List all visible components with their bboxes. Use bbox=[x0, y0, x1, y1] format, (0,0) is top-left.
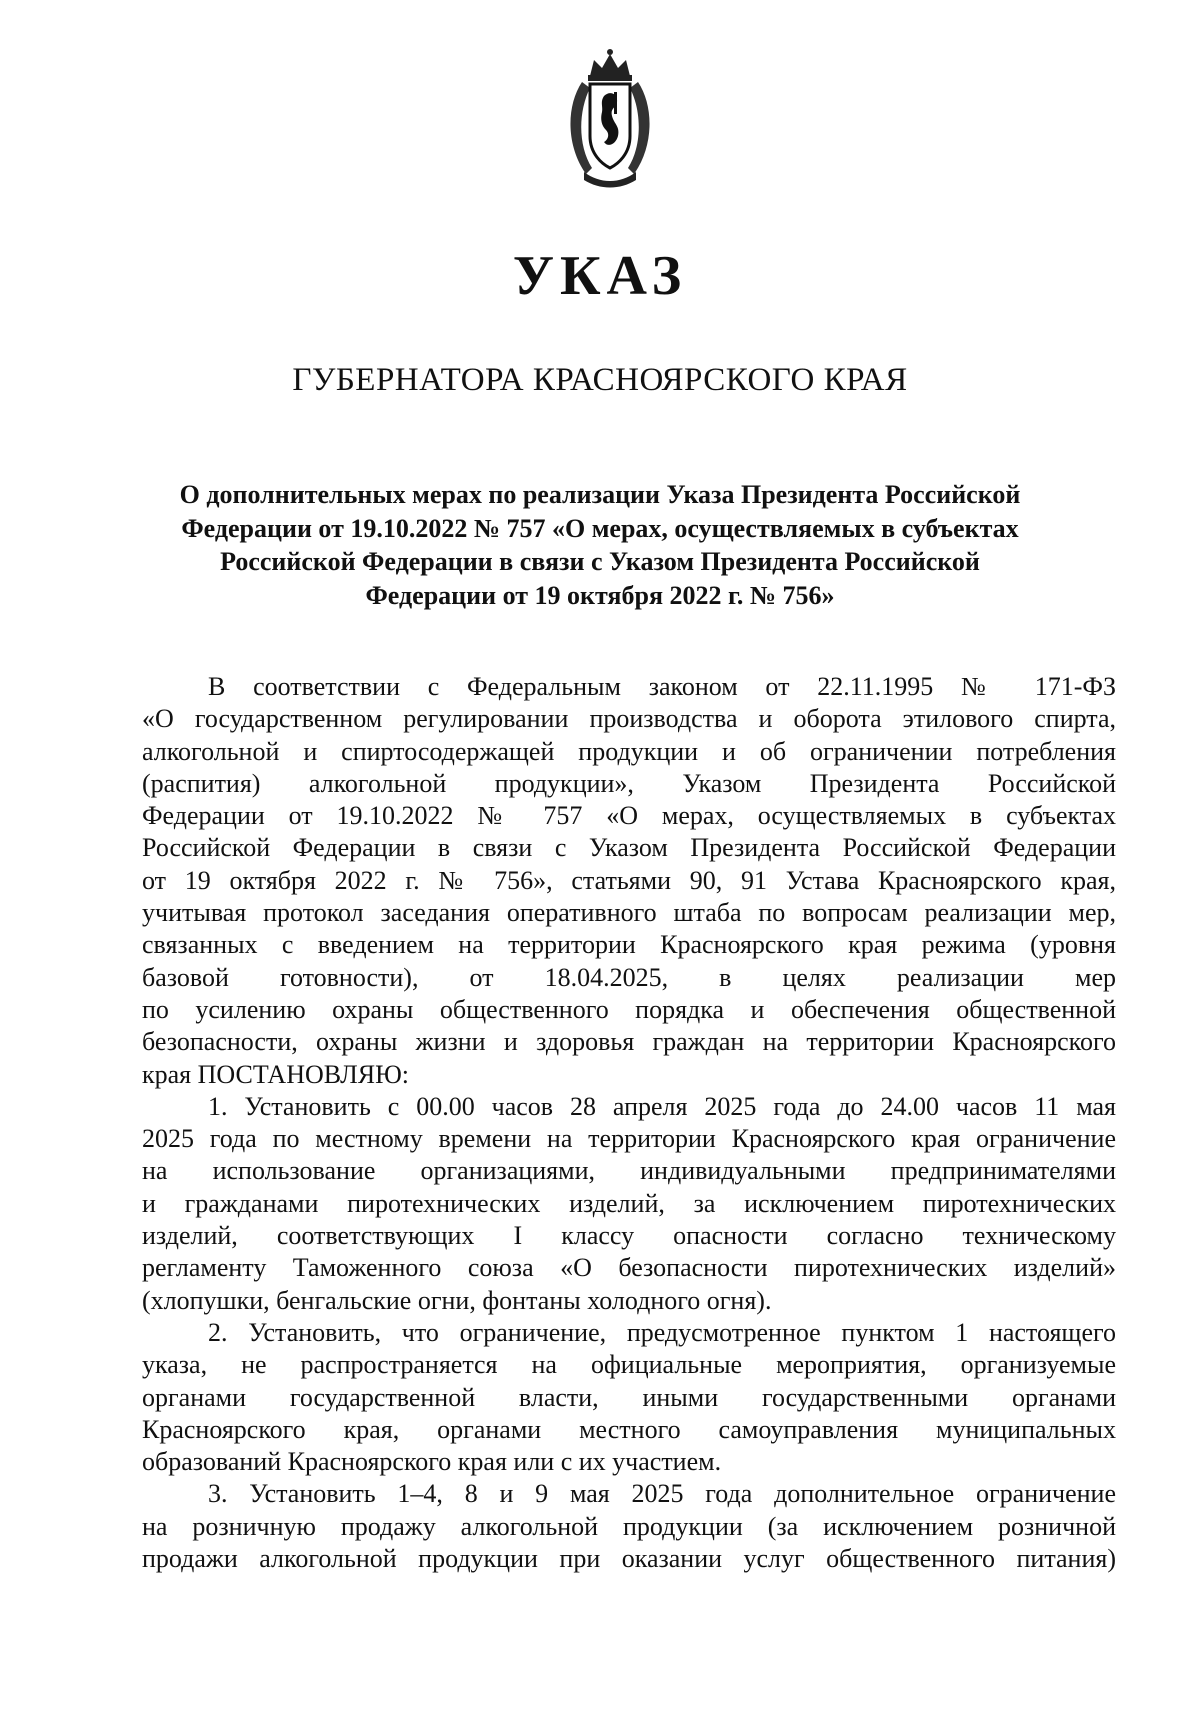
paragraph-item-2 bbox=[142, 1317, 1116, 1478]
text-line: «О государственном регулировании производства и оборота этилового спирта, bbox=[142, 704, 1116, 734]
text-line: Российской Федерации в связи с Указом Президента Российской Федерации bbox=[142, 833, 1116, 863]
text-line: учитывая протокол заседания оперативного штаба по вопросам реализации мер, bbox=[142, 898, 1116, 928]
text-line: края ПОСТАНОВЛЯЮ: bbox=[142, 1059, 410, 1089]
text-line: (хлопушки, бенгальские огни, фонтаны холодного огня). bbox=[142, 1285, 772, 1315]
text-line: от 19 октября 2022 г. № 756», статьями 90, 91 Устава Красноярского края, bbox=[142, 865, 1116, 895]
text-line: 3. Установить 1–4, 8 и 9 мая 2025 года дополнительное ограничение bbox=[208, 1479, 1116, 1509]
text-line: связанных с введением на территории Красноярского края режима (уровня bbox=[142, 930, 1116, 960]
text-line: на использование организациями, индивидуальными предпринимателями bbox=[142, 1156, 1116, 1186]
text-line: безопасности, охраны жизни и здоровья граждан на территории Красноярского bbox=[142, 1027, 1116, 1057]
text-line: 2. Установить, что ограничение, предусмотренное пунктом 1 настоящего bbox=[208, 1317, 1116, 1347]
paragraph-item-1 bbox=[142, 1091, 1116, 1317]
heading-line: Российской Федерации в связи с Указом Президента Российской bbox=[220, 547, 980, 576]
text-line: 1. Установить с 00.00 часов 28 апреля 2025 года до 24.00 часов 11 мая bbox=[208, 1091, 1116, 1121]
coat-of-arms-icon bbox=[560, 46, 660, 192]
text-line: по усилению охраны общественного порядка и обеспечения общественной bbox=[142, 994, 1116, 1024]
text-line: на розничную продажу алкогольной продукции (за исключением розничной bbox=[142, 1511, 1116, 1541]
text-line: В соответствии с Федеральным законом от 22.11.1995 № 171-ФЗ bbox=[208, 672, 1116, 701]
text-line: Красноярского края, органами местного самоуправления муниципальных bbox=[142, 1414, 1116, 1444]
text-line: указа, не распространяется на официальные мероприятия, организуемые bbox=[142, 1350, 1116, 1380]
document-body bbox=[142, 671, 1116, 1575]
paragraph-item-3 bbox=[142, 1478, 1116, 1575]
paragraph-preamble bbox=[142, 671, 1116, 1091]
heading-line: Федерации от 19 октября 2022 г. № 756» bbox=[365, 580, 835, 610]
document-subtitle: ГУБЕРНАТОРА КРАСНОЯРСКОГО КРАЯ bbox=[292, 362, 908, 398]
text-line: образований Красноярского края или с их участием. bbox=[142, 1447, 722, 1477]
text-line: алкогольной и спиртосодержащей продукции и об ограничении потребления bbox=[142, 736, 1116, 766]
decree-heading bbox=[150, 478, 1050, 612]
text-line: 2025 года по местному времени на территории Красноярского края ограничение bbox=[142, 1124, 1116, 1154]
text-line: базовой готовности), от 18.04.2025, в целях реализации мер bbox=[142, 962, 1116, 992]
text-line: и гражданами пиротехнических изделий, за исключением пиротехнических bbox=[142, 1188, 1116, 1218]
text-line: (распития) алкогольной продукции», Указом Президента Российской bbox=[142, 768, 1116, 798]
text-line: органами государственной власти, иными государственными органами bbox=[142, 1382, 1116, 1412]
text-line: изделий, соответствующих I классу опасности согласно техническому bbox=[142, 1221, 1116, 1251]
text-line: регламенту Таможенного союза «О безопасности пиротехнических изделий» bbox=[142, 1253, 1116, 1283]
heading-line: О дополнительных мерах по реализации Указа Президента Российской bbox=[179, 480, 1021, 509]
heading-line: Федерации от 19.10.2022 № 757 «О мерах, осуществляемых в субъектах bbox=[181, 513, 1019, 543]
text-line: продажи алкогольной продукции при оказании услуг общественного питания) bbox=[142, 1544, 1116, 1574]
text-line: Федерации от 19.10.2022 № 757 «О мерах, осуществляемых в субъектах bbox=[142, 801, 1116, 831]
document-title: УКАЗ bbox=[512, 245, 688, 307]
